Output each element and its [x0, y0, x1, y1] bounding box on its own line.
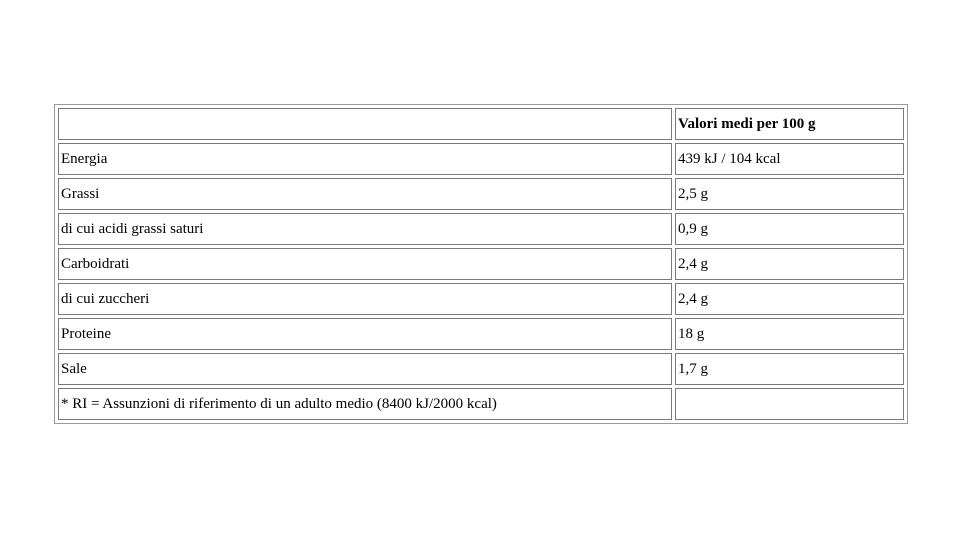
nutrient-label: Sale: [58, 353, 672, 385]
nutrient-value: 1,7 g: [675, 353, 904, 385]
nutrient-label: Carboidrati: [58, 248, 672, 280]
nutrient-value: 2,4 g: [675, 283, 904, 315]
nutrient-value: 439 kJ / 104 kcal: [675, 143, 904, 175]
footnote-text: * RI = Assunzioni di riferimento di un adulto medio (8400 kJ/2000 kcal): [58, 388, 672, 420]
table-row: [58, 143, 904, 175]
header-value-cell: Valori medi per 100 g: [675, 108, 904, 140]
table-header-row: [58, 108, 904, 140]
nutrient-value: 2,4 g: [675, 248, 904, 280]
table-row: [58, 178, 904, 210]
table-row: [58, 248, 904, 280]
nutrient-value: 2,5 g: [675, 178, 904, 210]
nutrient-label: di cui acidi grassi saturi: [58, 213, 672, 245]
nutrient-value: 0,9 g: [675, 213, 904, 245]
nutrient-label: Proteine: [58, 318, 672, 350]
nutrient-value: 18 g: [675, 318, 904, 350]
nutrient-label: Energia: [58, 143, 672, 175]
nutrient-label: Grassi: [58, 178, 672, 210]
nutrient-label: di cui zuccheri: [58, 283, 672, 315]
header-label-cell: [58, 108, 672, 140]
table-footnote-row: [58, 388, 904, 420]
table-row: [58, 353, 904, 385]
footnote-empty-cell: [675, 388, 904, 420]
nutrition-table: [54, 104, 908, 424]
table-row: [58, 283, 904, 315]
table-row: [58, 318, 904, 350]
table-row: [58, 213, 904, 245]
